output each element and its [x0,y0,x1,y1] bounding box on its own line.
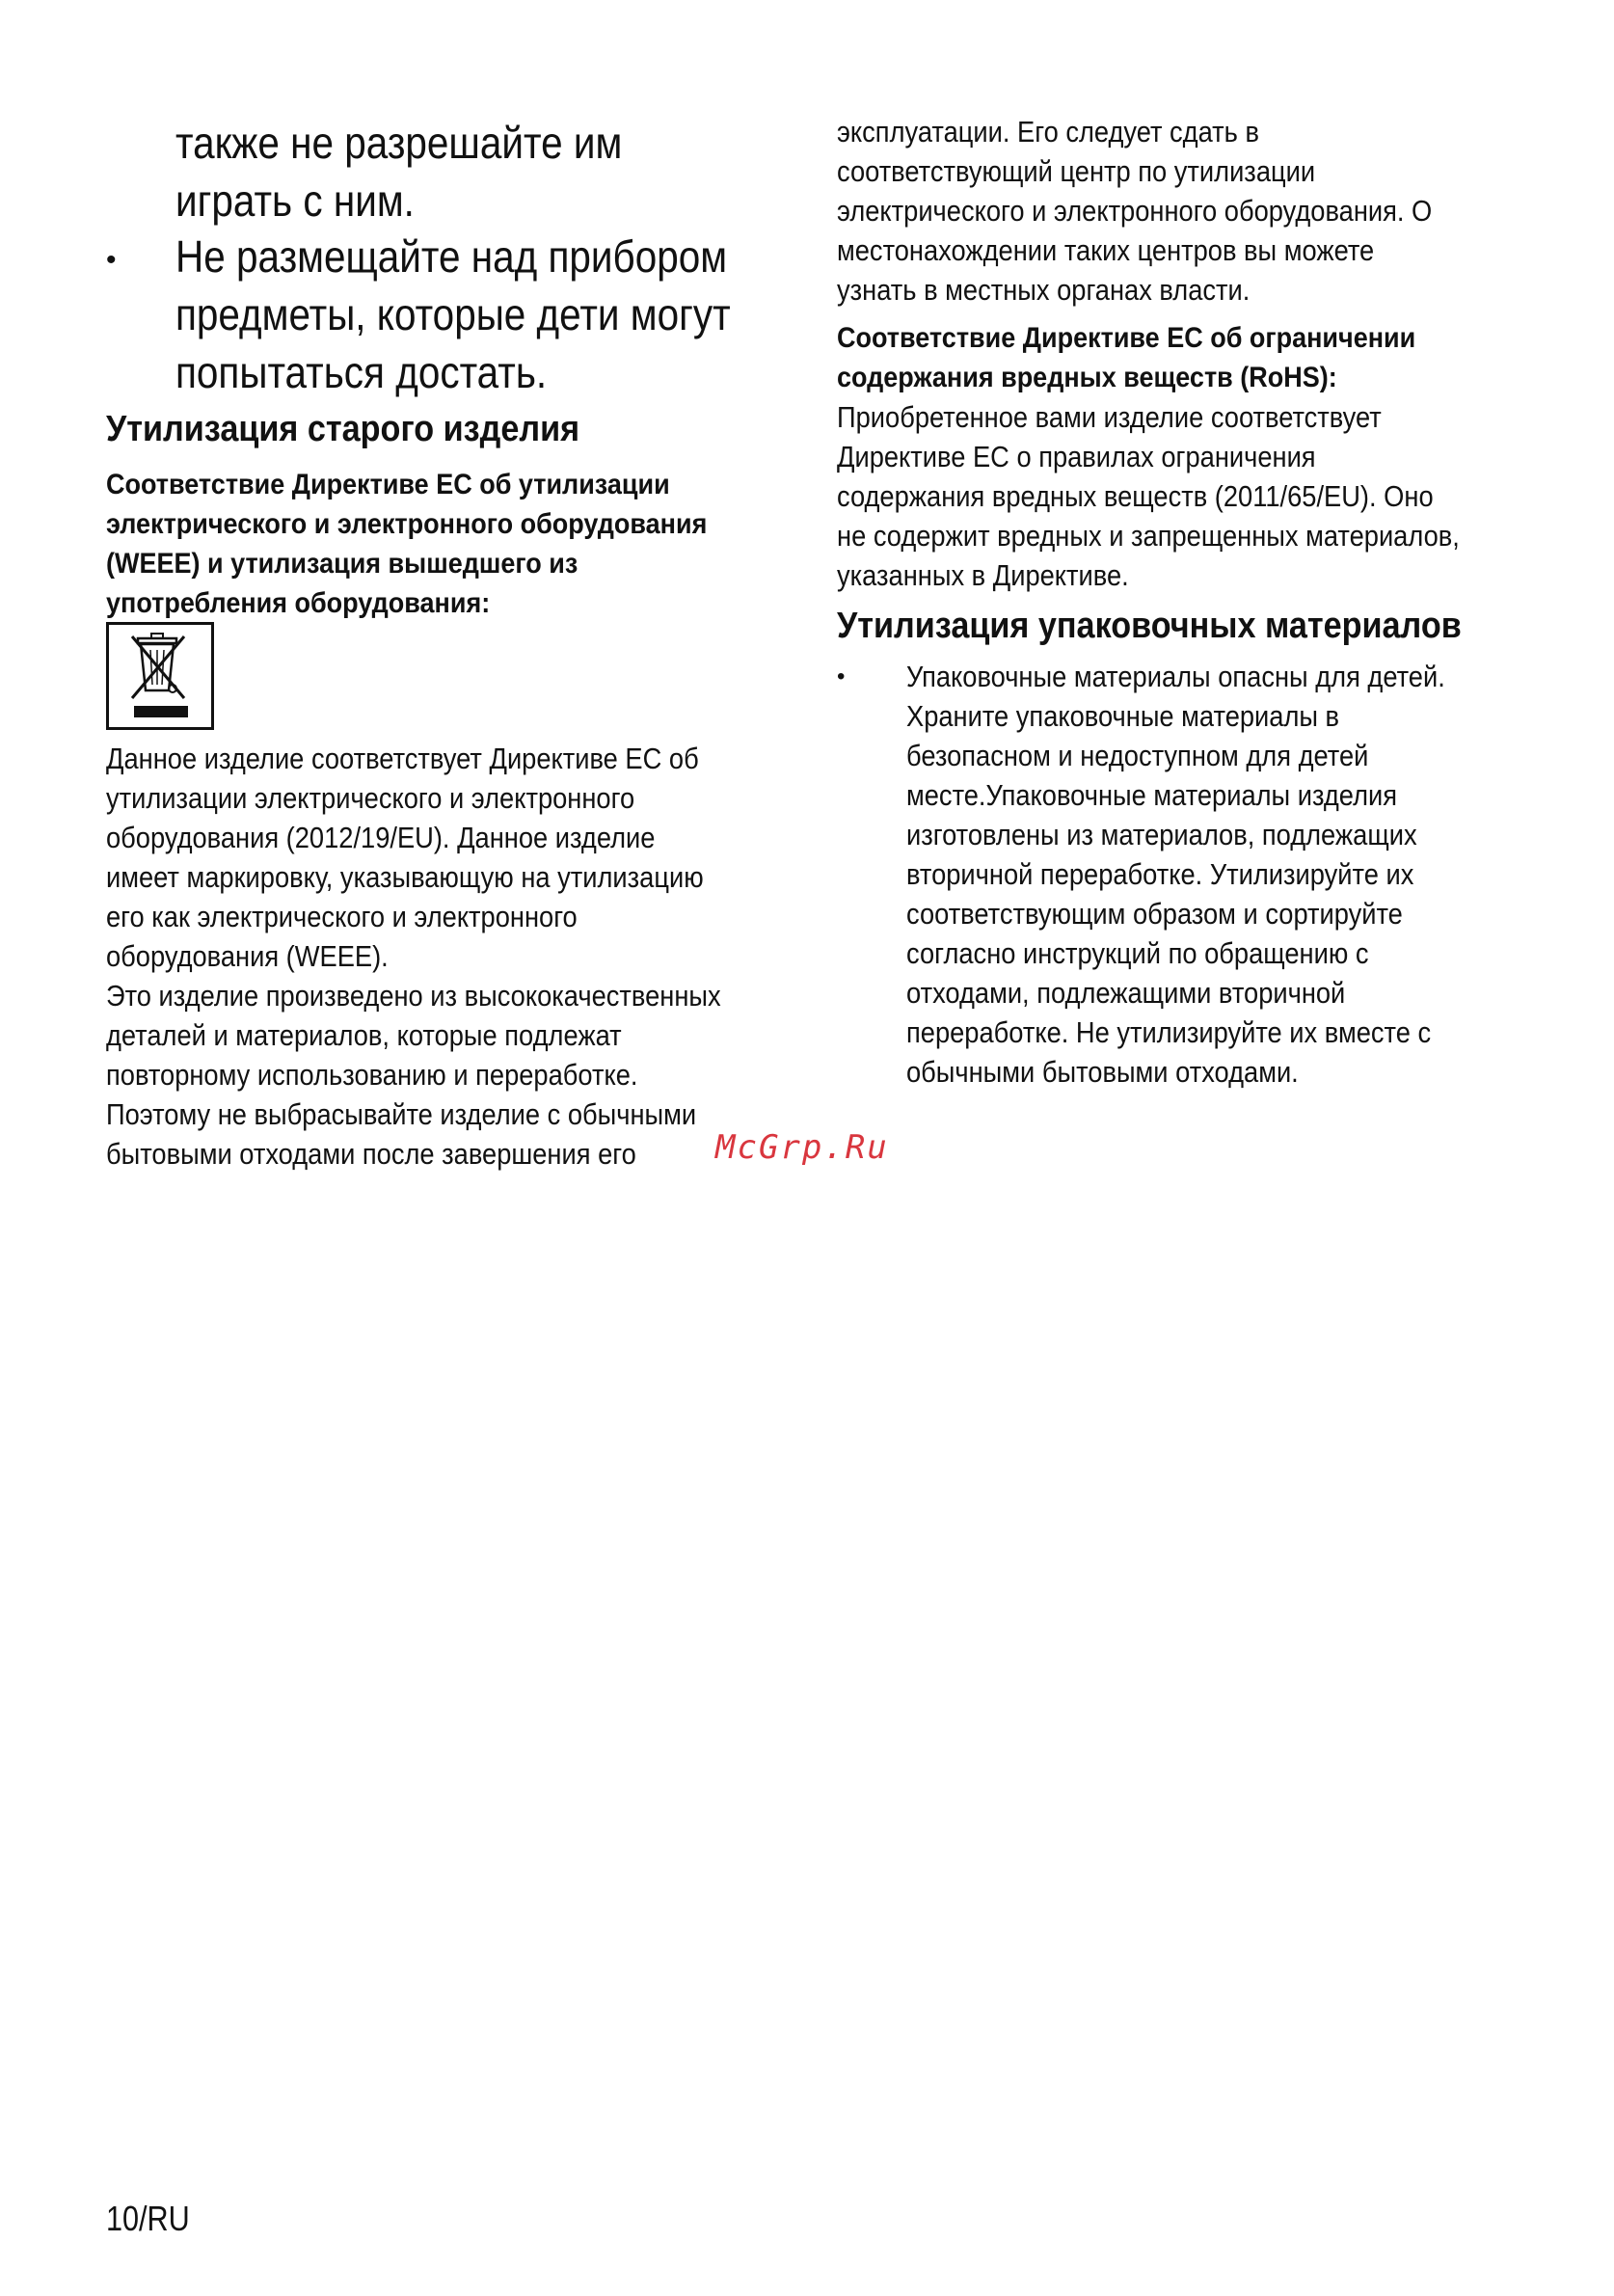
continuation-line-1: эксплуатации. Его следует сдать в [837,115,1259,149]
packaging-line-1: Упаковочные материалы опасны для детей. [906,660,1445,693]
section-heading-packaging: Утилизация упаковочных материалов [837,606,1462,646]
weee-text-line-4: имеет маркировку, указывающую на утилизацию [106,860,704,894]
packaging-line-7: соответствующим образом и сортируйте [906,897,1403,931]
left-bullet-line-1: Не размещайте над прибором [175,231,728,282]
packaging-line-9: отходами, подлежащими вторичной [906,976,1346,1010]
packaging-line-8: согласно инструкций по обращению с [906,936,1369,970]
weee-text-line-10: Поэтому не выбрасывайте изделие с обычными [106,1097,697,1131]
crossed-out-wheelie-bin-icon [106,622,214,730]
continuation-line-5: узнать в местных органах власти. [837,273,1251,307]
packaging-line-10: переработке. Не утилизируйте их вместе с [906,1015,1432,1049]
weee-text-line-6: оборудования (WEEE). [106,939,389,973]
packaging-line-11: обычными бытовыми отходами. [906,1055,1299,1089]
weee-text-line-11: бытовыми отходами после завершения его [106,1137,636,1171]
rohs-subheading-line-2: содержания вредных веществ (RoHS): [837,362,1337,393]
bullet-dot: • [106,244,117,276]
rohs-text-line-1: Приобретенное вами изделие соответствует [837,400,1382,434]
bullet-dot: • [837,663,846,689]
left-bullet-line-2: предметы, которые дети могут [175,289,731,339]
packaging-line-5: изготовлены из материалов, подлежащих [906,818,1417,851]
rohs-text-line-2: Директиве ЕС о правилах ограничения [837,440,1316,473]
continuation-line-4: местонахождении таких центров вы можете [837,233,1375,267]
weee-subheading-line-4: употребления оборудования: [106,587,491,619]
weee-text-line-1: Данное изделие соответствует Директиве ЕС об [106,742,699,775]
packaging-line-2: Храните упаковочные материалы в [906,699,1340,733]
weee-subheading-line-1: Соответствие Директиве ЕС об утилизации [106,469,670,500]
page-number: 10/RU [106,2199,190,2238]
weee-subheading-line-3: (WEEE) и утилизация вышедшего из [106,548,578,580]
continuation-line-2: соответствующий центр по утилизации [837,154,1316,188]
left-intro-line-2: играть с ним. [175,176,415,226]
weee-text-line-3: оборудования (2012/19/EU). Данное изделие [106,821,656,854]
weee-text-line-9: повторному использованию и переработке. [106,1058,638,1092]
rohs-text-line-4: не содержит вредных и запрещенных материалов, [837,519,1460,553]
left-intro-line-1: также не разрешайте им [175,118,623,168]
packaging-line-3: безопасном и недоступном для детей [906,739,1369,772]
rohs-subheading-line-1: Соответствие Директиве ЕС об ограничении [837,322,1416,354]
watermark: McGrp.Ru [715,1128,889,1167]
continuation-line-3: электрического и электронного оборудования. О [837,194,1433,228]
weee-symbol-graphic [109,625,211,727]
rohs-text-line-3: содержания вредных веществ (2011/65/EU). Оно [837,479,1434,513]
weee-subheading-line-2: электрического и электронного оборудования [106,508,708,540]
rohs-text-line-5: указанных в Директиве. [837,558,1129,592]
left-bullet-line-3: попытаться достать. [175,347,548,397]
weee-text-line-8: деталей и материалов, которые подлежат [106,1018,622,1052]
weee-text-line-2: утилизации электрического и электронного [106,781,635,815]
packaging-line-6: вторичной переработке. Утилизируйте их [906,857,1414,891]
section-heading-disposal: Утилизация старого изделия [106,409,580,449]
weee-text-line-7: Это изделие произведено из высококачественных [106,979,721,1013]
weee-text-line-5: его как электрического и электронного [106,900,578,933]
packaging-line-4: месте.Упаковочные материалы изделия [906,778,1397,812]
